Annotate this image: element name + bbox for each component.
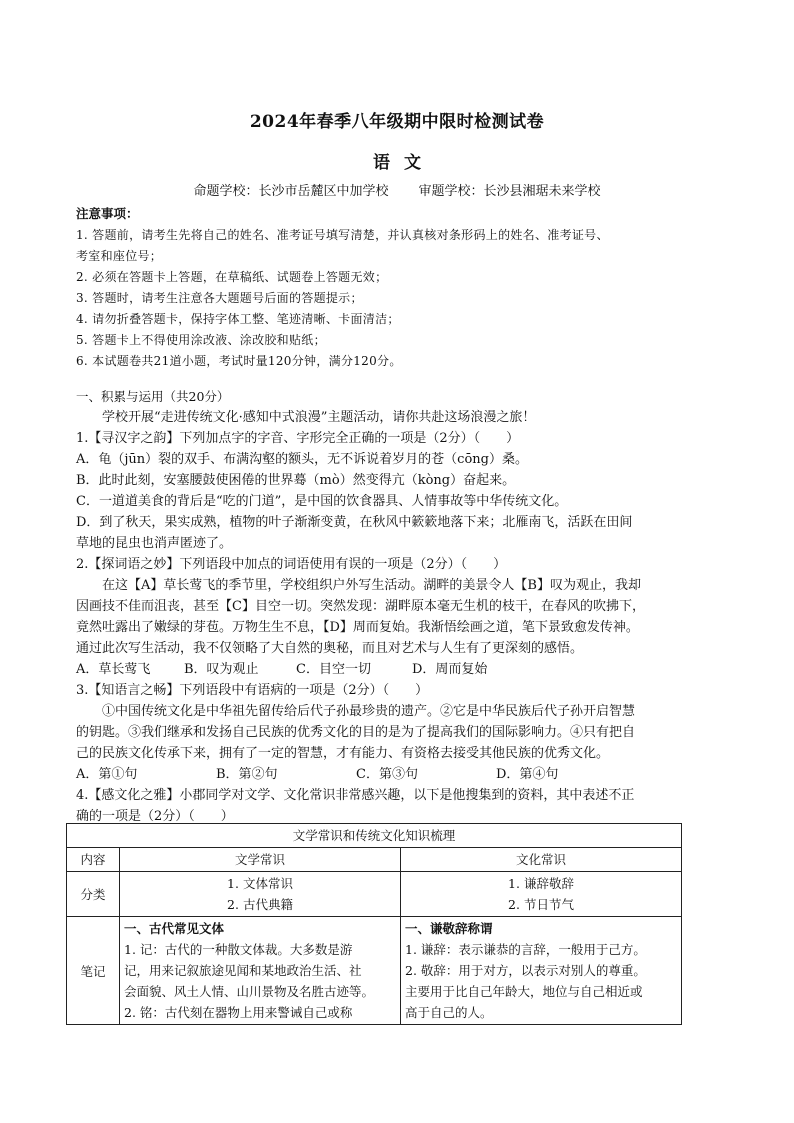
section-heading: 一、积累与运用（共20分） — [76, 389, 230, 404]
school-info — [0, 180, 794, 199]
proposer-school: 命题学校：长沙市岳麓区中加学校 — [193, 184, 389, 199]
lit-class-item: 2. 古代典籍 — [227, 897, 293, 912]
question-3-stem: 3.【知语言之畅】下列语段中有语病的一项是（2分）（ ） — [76, 683, 429, 698]
cul-notes-line: 高于自己的人。 — [405, 1005, 493, 1020]
table-header-content: 内容 — [67, 848, 120, 872]
exam-subject: 语文 — [373, 153, 435, 173]
table-cell-cul-class — [401, 872, 682, 917]
table-cell-lit-notes — [120, 917, 401, 1025]
question-2-options — [76, 659, 716, 680]
lit-notes-line: 记，用来记叙旅途见闻和某地政治生活、社 — [124, 963, 362, 978]
lit-class-item: 1. 文体常识 — [227, 876, 293, 891]
notice-block — [76, 204, 716, 372]
table-cell-cul-notes — [401, 917, 682, 1025]
question-3-options — [76, 764, 716, 785]
notice-line: 3. 答题时，请考生注意各大题题号后面的答题提示； — [76, 291, 363, 305]
question-3-option-d: D．第④句 — [496, 767, 559, 782]
question-3-passage: ①中国传统文化是中华祖先留传给后代子孙最珍贵的遗产。②它是中华民族后代子孙开启智慧 — [102, 704, 636, 719]
cul-notes-line: 2. 敬辞：用于对方，以表示对别人的尊重。 — [405, 963, 646, 978]
exam-title: 2024年春季八年级期中限时检测试卷 — [249, 112, 545, 132]
question-1-stem: 1.【寻汉字之韵】下列加点字的字音、字形完全正确的一项是（2分）（ ） — [76, 431, 520, 446]
cul-notes-heading: 一、谦敬辞称谓 — [405, 921, 493, 936]
lit-notes-line: 1. 记：古代的一种散文体裁。大多数是游 — [124, 942, 353, 957]
notice-line: 6. 本试题卷共21道小题，考试时量120分钟，满分120分。 — [76, 354, 402, 368]
question-2-option-a: A．草长莺飞 — [76, 662, 151, 677]
question-1-option-c: C．一道道美食的背后是“吃的门道”，是中国的饮食器具、人情事故等中华传统文化。 — [76, 494, 568, 509]
question-2-stem: 2.【探词语之妙】下列语段中加点的词语使用有误的一项是（2分）（ ） — [76, 557, 507, 572]
notice-line: 1. 答题前，请考生先将自己的姓名、准考证号填写清楚，并认真核对条形码上的姓名、准考证号、 — [76, 228, 609, 242]
question-4-stem-cont: 确的一项是（2分）（ ） — [76, 809, 234, 824]
lit-notes-line: 会面貌、风土人情、山川景物及名胜古迹等。 — [124, 984, 375, 999]
question-3-passage: 己的民族文化传承下来，拥有了一定的智慧，才有能力、有资格去接受其他民族的优秀文化。 — [76, 746, 610, 761]
question-2-passage: 在这【A】草长莺飞的季节里，学校组织户外写生活动。湖畔的美景令人【B】叹为观止，我却 — [102, 578, 641, 593]
cul-class-item: 2. 节日节气 — [508, 897, 574, 912]
notice-line: 4. 请勿折叠答题卡，保持字体工整、笔迹清晰、卡面清洁； — [76, 312, 400, 326]
reviewer-school: 审题学校：长沙县湘琚未来学校 — [418, 184, 601, 199]
knowledge-table — [66, 823, 682, 1025]
question-2-passage: 因画技不佳而沮丧，甚至【C】目空一切。突然发现：湖畔原本毫无生机的枝干，在春风的吹拂下， — [76, 599, 645, 614]
notice-heading: 注意事项： — [76, 206, 139, 221]
lit-notes-heading: 一、古代常见文体 — [124, 921, 225, 936]
question-3-option-a: A．第①句 — [76, 767, 138, 782]
question-4-stem: 4.【感文化之雅】小郡同学对文学、文化常识非常感兴趣，以下是他搜集到的资料，其中表述不正 — [76, 788, 635, 803]
question-1-option-d-cont: 草地的昆虫也消声匿迹了。 — [76, 536, 233, 551]
cul-class-item: 1. 谦辞敬辞 — [508, 876, 574, 891]
table-row-label-class: 分类 — [67, 872, 120, 917]
question-2-option-b: B．叹为观止 — [184, 662, 259, 677]
question-2-passage: 通过此次写生活动，我不仅领略了大自然的奥秘，而且对艺术与人生有了更深刻的感悟。 — [76, 641, 584, 656]
question-1-option-d: D．到了秋天，果实成熟，植物的叶子渐渐变黄，在秋风中簌簌地落下来；北雁南飞，活跃在田间 — [76, 515, 633, 530]
question-2-option-d: D．周而复始 — [412, 662, 488, 677]
table-header-literature: 文学常识 — [120, 848, 401, 872]
question-2-option-c: C．目空一切 — [296, 662, 371, 677]
question-2-passage: 竟然吐露出了嫩绿的芽苞。万物生生不息，【D】周而复始。我渐悟绘画之道，笔下景致愈发传神。 — [76, 620, 639, 635]
cul-notes-line: 主要用于比自己年龄大，地位与自己相近或 — [405, 984, 643, 999]
table-caption: 文学常识和传统文化知识梳理 — [67, 824, 682, 848]
table-row-label-notes: 笔记 — [67, 917, 120, 1025]
section-intro: 学校开展“走进传统文化·感知中式浪漫”主题活动，请你共赴这场浪漫之旅！ — [102, 410, 536, 425]
table-cell-lit-class — [120, 872, 401, 917]
notice-line: 2. 必须在答题卡上答题，在草稿纸、试题卷上答题无效； — [76, 270, 388, 284]
notice-line: 考室和座位号； — [76, 249, 163, 263]
question-1-option-b: B．此时此刻，安塞腰鼓使困倦的世界蓦（mò）然变得亢（kòng）奋起来。 — [76, 473, 516, 488]
table-header-culture: 文化常识 — [401, 848, 682, 872]
lit-notes-line: 2. 铭：古代刻在器物上用来警诫自己或称 — [124, 1005, 353, 1020]
question-3-option-b: B．第②句 — [216, 767, 278, 782]
question-3-option-c: C．第③句 — [356, 767, 418, 782]
notice-line: 5. 答题卡上不得使用涂改液、涂改胶和贴纸； — [76, 333, 326, 347]
cul-notes-line: 1. 谦辞：表示谦恭的言辞，一般用于己方。 — [405, 942, 646, 957]
question-1-option-a: A．龟（jūn）裂的双手、布满沟壑的额头，无不诉说着岁月的苍（cōng）桑。 — [76, 452, 528, 467]
question-3-passage: 的钥匙。③我们继承和发扬自己民族的优秀文化的目的是为了提高我们的国际影响力。④只有把自 — [76, 725, 636, 740]
section-1 — [76, 386, 716, 827]
